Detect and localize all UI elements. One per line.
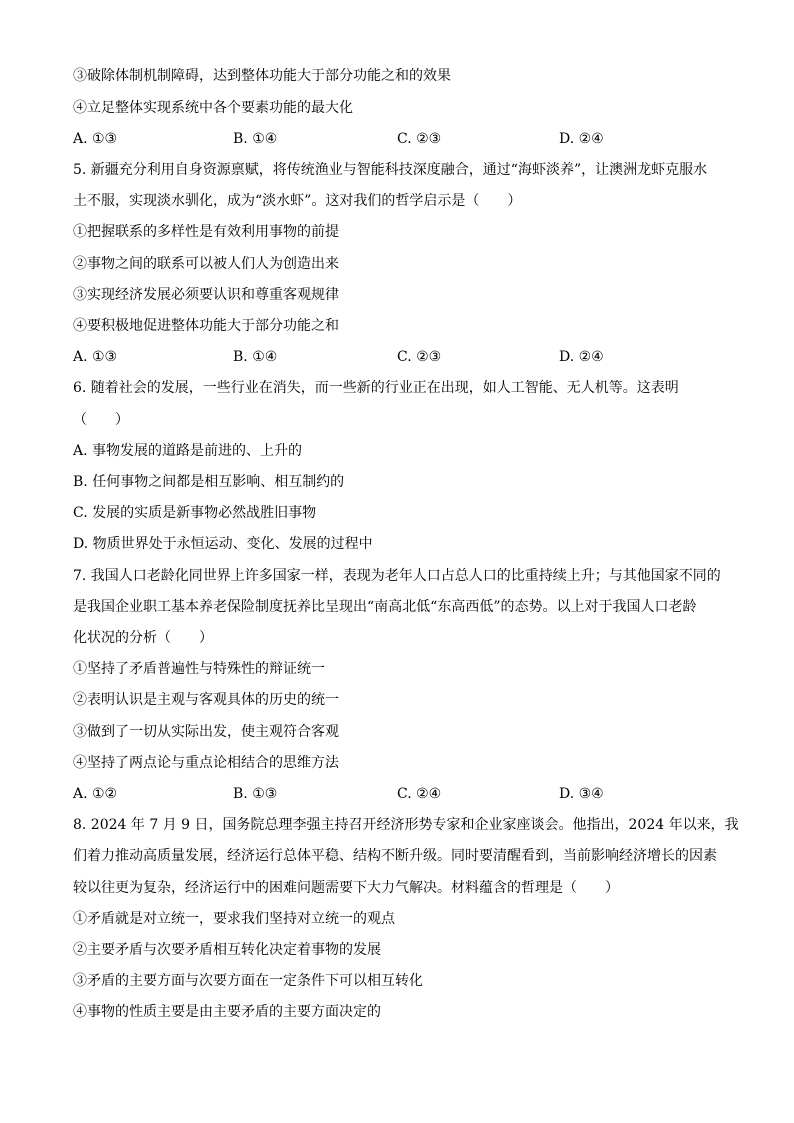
q7-stem-line-2: 是我国企业职工基本养老保险制度抚养比呈现出“南高北低“东高西低”的态势。以上对于我国人口老龄 xyxy=(73,599,697,615)
q4-statement-4: ④立足整体实现系统中各个要素功能的最大化 xyxy=(73,100,353,116)
q8-statement-3: ③矛盾的主要方面与次要方面在一定条件下可以相互转化 xyxy=(73,973,423,989)
q8-stem-line-1: 8. 2024 年 7 月 9 日，国务院总理李强主持召开经济形势专家和企业家座谈会。他指出，2024 年以来，我 xyxy=(73,817,739,833)
q4-statement-3: ③破除体制机制障碍，达到整体功能大于部分功能之和的效果 xyxy=(73,68,451,84)
q4-option-a[interactable]: A. ①③ xyxy=(73,131,118,147)
q5-option-b[interactable]: B. ①④ xyxy=(233,349,278,365)
q8-stem-line-2: 们着力推动高质量发展，经济运行总体平稳、结构不断升级。同时要清醒看到，当前影响经济增长的因素 xyxy=(73,848,717,864)
q4-options xyxy=(73,129,733,149)
q7-stem-line-1: 7. 我国人口老龄化同世界上许多国家一样，表现为老年人口占总人口的比重持续上升；与其他国家不同的 xyxy=(73,568,721,584)
q6-choice-b[interactable]: B. 任何事物之间都是相互影响、相互制约的 xyxy=(73,474,345,490)
q6-stem-line-2: （ ） xyxy=(73,412,129,428)
q5-statement-4: ④要积极地促进整体功能大于部分功能之和 xyxy=(73,318,339,334)
q7-option-d[interactable]: D. ③④ xyxy=(559,786,604,802)
q4-option-c[interactable]: C. ②③ xyxy=(397,131,442,147)
q5-statement-3: ③实现经济发展必须要认识和尊重客观规律 xyxy=(73,287,339,303)
q8-statement-1: ①矛盾就是对立统一，要求我们坚持对立统一的观点 xyxy=(73,911,395,927)
q6-choice-c[interactable]: C. 发展的实质是新事物必然战胜旧事物 xyxy=(73,505,317,521)
q5-statement-1: ①把握联系的多样性是有效利用事物的前提 xyxy=(73,224,339,240)
q5-stem-line-1: 5. 新疆充分利用自身资源禀赋，将传统渔业与智能科技深度融合，通过“海虾淡养”，让澳洲龙虾克服水 xyxy=(73,162,708,178)
q7-option-b[interactable]: B. ①③ xyxy=(233,786,278,802)
q5-options xyxy=(73,347,733,367)
q7-statement-2: ②表明认识是主观与客观具体的历史的统一 xyxy=(73,692,339,708)
q7-options xyxy=(73,784,733,804)
q5-stem-line-2: 土不服，实现淡水驯化，成为“淡水虾”。这对我们的哲学启示是（ ） xyxy=(73,193,522,209)
q5-option-c[interactable]: C. ②③ xyxy=(397,349,442,365)
q6-choice-d[interactable]: D. 物质世界处于永恒运动、变化、发展的过程中 xyxy=(73,536,373,552)
q4-option-b[interactable]: B. ①④ xyxy=(233,131,278,147)
q5-option-a[interactable]: A. ①③ xyxy=(73,349,118,365)
q7-statement-1: ①坚持了矛盾普遍性与特殊性的辩证统一 xyxy=(73,661,325,677)
q6-choice-a[interactable]: A. 事物发展的道路是前进的、上升的 xyxy=(73,443,303,459)
q5-statement-2: ②事物之间的联系可以被人们人为创造出来 xyxy=(73,256,339,272)
q8-statement-2: ②主要矛盾与次要矛盾相互转化决定着事物的发展 xyxy=(73,942,381,958)
q4-option-d[interactable]: D. ②④ xyxy=(559,131,604,147)
q7-option-a[interactable]: A. ①② xyxy=(73,786,118,802)
q8-statement-4: ④事物的性质主要是由主要矛盾的主要方面决定的 xyxy=(73,1004,381,1020)
q7-option-c[interactable]: C. ②④ xyxy=(397,786,442,802)
q7-stem-line-3: 化状况的分析（ ） xyxy=(73,630,213,646)
q7-statement-4: ④坚持了两点论与重点论相结合的思维方法 xyxy=(73,755,339,771)
q8-stem-line-3: 较以往更为复杂，经济运行中的困难问题需要下大力气解决。材料蕴含的哲理是（ ） xyxy=(73,880,619,896)
q7-statement-3: ③做到了一切从实际出发，使主观符合客观 xyxy=(73,724,339,740)
q6-stem-line-1: 6. 随着社会的发展，一些行业在消失，而一些新的行业正在出现，如人工智能、无人机等。这表明 xyxy=(73,380,679,396)
q5-option-d[interactable]: D. ②④ xyxy=(559,349,604,365)
